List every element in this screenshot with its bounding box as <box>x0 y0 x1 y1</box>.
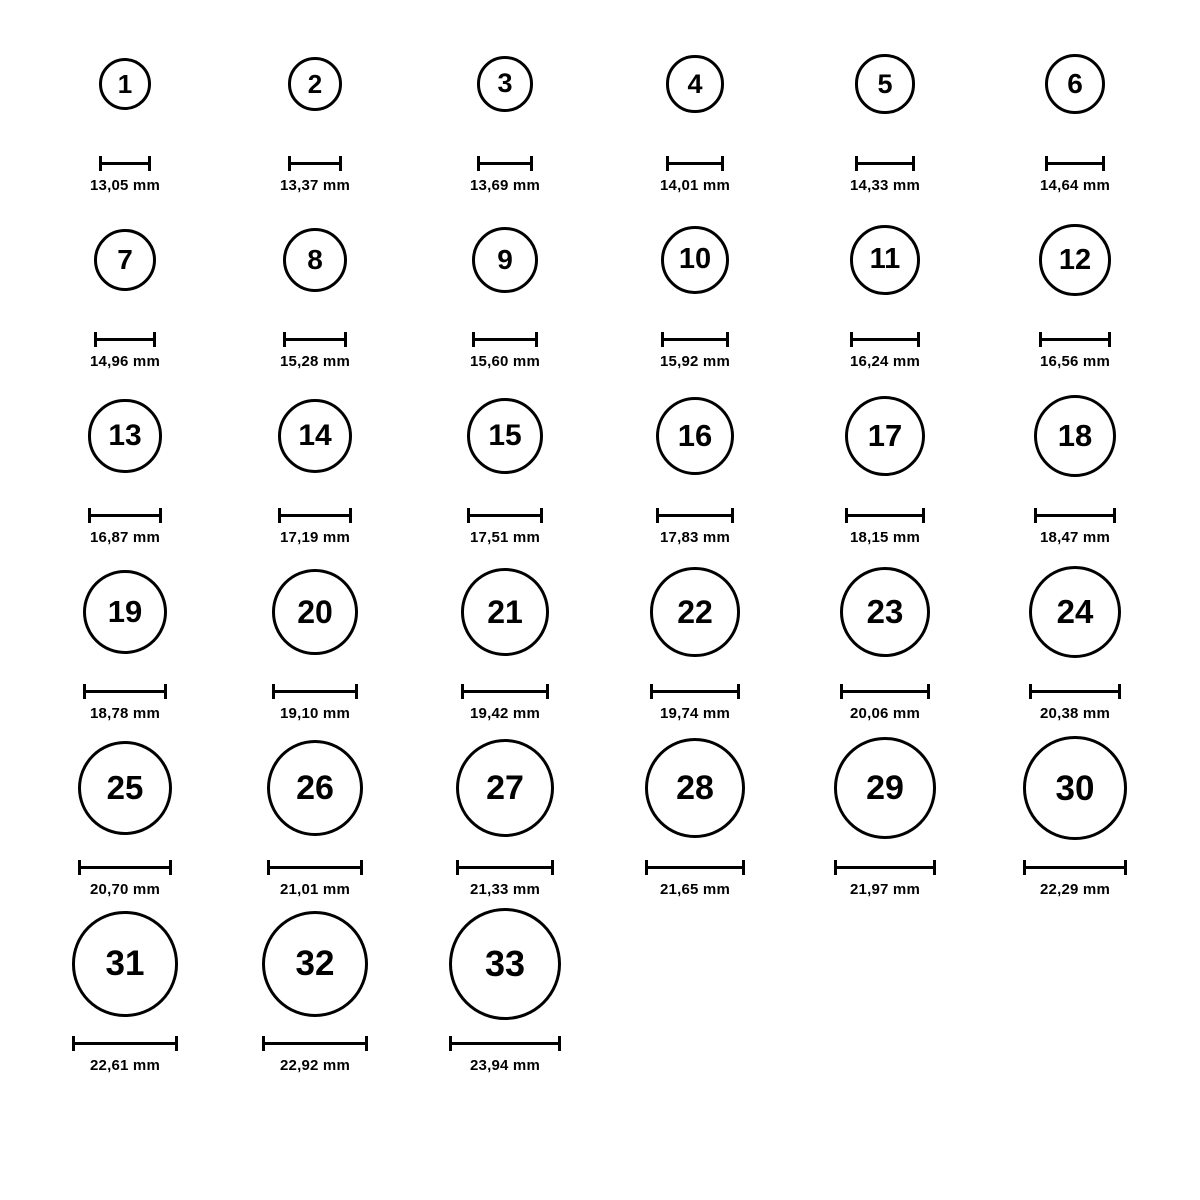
ruler-cap-left <box>262 1036 265 1051</box>
ruler-bar <box>467 514 544 517</box>
ruler-bar <box>272 690 358 693</box>
ruler-bar <box>666 162 723 165</box>
ruler-bar <box>78 866 172 869</box>
ring-circle <box>855 54 914 113</box>
ruler-bar <box>1045 162 1106 165</box>
diameter-label: 19,10 mm <box>280 705 350 722</box>
diameter-ruler <box>99 156 151 170</box>
ruler-bar <box>855 162 914 165</box>
ruler-cap-left <box>83 684 86 699</box>
ruler-cap-right <box>175 1036 178 1051</box>
ruler-cap-left <box>78 860 81 875</box>
ruler-cap-right <box>1102 156 1105 171</box>
ring-size-cell <box>600 546 790 722</box>
diameter-ruler <box>467 508 544 522</box>
ring-circle-wrap <box>72 898 177 1030</box>
ruler-bar <box>1039 338 1110 341</box>
ring-size-cell <box>220 546 410 722</box>
ruler-bar <box>845 514 925 517</box>
ring-circle-wrap <box>278 370 353 502</box>
diameter-label: 16,56 mm <box>1040 353 1110 370</box>
ruler-cap-right <box>159 508 162 523</box>
ring-size-number: 7 <box>117 244 133 275</box>
ring-circle-wrap <box>845 370 925 502</box>
ring-size-number: 14 <box>298 419 332 452</box>
ring-size-cell <box>410 370 600 546</box>
ring-size-number: 18 <box>1057 418 1093 454</box>
ring-circle-wrap <box>83 546 167 678</box>
ring-size-cell <box>30 194 220 370</box>
ruler-bar <box>656 514 735 517</box>
ring-circle <box>456 739 554 837</box>
ruler-cap-left <box>477 156 480 171</box>
ruler-cap-right <box>731 508 734 523</box>
ring-circle-wrap <box>666 18 723 150</box>
ruler-cap-right <box>737 684 740 699</box>
diameter-label: 15,92 mm <box>660 353 730 370</box>
ruler-cap-right <box>546 684 549 699</box>
diameter-ruler <box>94 332 157 346</box>
ring-circle-wrap <box>1029 546 1122 678</box>
ring-circle-wrap <box>449 898 561 1030</box>
ring-circle <box>449 908 561 1020</box>
ring-size-cell <box>600 194 790 370</box>
ring-size-cell <box>220 370 410 546</box>
diameter-ruler <box>78 860 172 874</box>
diameter-ruler <box>283 332 347 346</box>
diameter-ruler <box>1039 332 1110 346</box>
ring-size-cell <box>600 18 790 194</box>
diameter-ruler <box>262 1036 369 1050</box>
ruler-cap-left <box>449 1036 452 1051</box>
ring-size-number: 22 <box>677 594 713 630</box>
ring-circle <box>840 567 931 658</box>
ruler-bar <box>1023 866 1126 869</box>
ring-circle <box>1045 54 1106 115</box>
ring-size-cell <box>30 18 220 194</box>
diameter-ruler <box>840 684 931 698</box>
ruler-cap-right <box>339 156 342 171</box>
diameter-label: 16,24 mm <box>850 353 920 370</box>
ruler-cap-left <box>850 332 853 347</box>
ring-size-cell <box>30 898 220 1074</box>
ring-size-grid <box>30 18 1170 1074</box>
ruler-bar <box>72 1042 177 1045</box>
ring-size-number: 9 <box>497 243 513 275</box>
ring-circle <box>645 738 745 838</box>
ruler-cap-right <box>530 156 533 171</box>
ring-circle-wrap <box>477 18 533 150</box>
ring-circle-wrap <box>1039 194 1110 326</box>
diameter-label: 14,01 mm <box>660 177 730 194</box>
ruler-cap-right <box>927 684 930 699</box>
ruler-cap-left <box>1029 684 1032 699</box>
diameter-label: 14,33 mm <box>850 177 920 194</box>
diameter-ruler <box>645 860 745 874</box>
ruler-bar <box>288 162 342 165</box>
ring-circle-wrap <box>94 194 157 326</box>
ring-size-number: 29 <box>866 769 904 807</box>
ring-circle-wrap <box>650 546 739 678</box>
ring-size-cell <box>410 546 600 722</box>
ring-circle <box>262 911 369 1018</box>
ruler-cap-right <box>365 1036 368 1051</box>
diameter-ruler <box>461 684 548 698</box>
ring-circle <box>477 56 533 112</box>
ruler-bar <box>840 690 931 693</box>
diameter-label: 15,60 mm <box>470 353 540 370</box>
ruler-cap-right <box>922 508 925 523</box>
ruler-bar <box>1029 690 1122 693</box>
ring-circle <box>1023 736 1126 839</box>
ring-circle <box>1039 224 1110 295</box>
ring-circle-wrap <box>456 722 554 854</box>
ring-circle-wrap <box>467 370 544 502</box>
diameter-label: 17,83 mm <box>660 529 730 546</box>
ruler-cap-left <box>288 156 291 171</box>
ruler-cap-right <box>933 860 936 875</box>
ring-size-cell <box>220 194 410 370</box>
ruler-cap-right <box>360 860 363 875</box>
ring-size-cell <box>30 722 220 898</box>
ruler-cap-right <box>535 332 538 347</box>
diameter-label: 21,01 mm <box>280 881 350 898</box>
ring-size-number: 26 <box>296 768 334 807</box>
ruler-cap-right <box>726 332 729 347</box>
ruler-cap-left <box>94 332 97 347</box>
ring-size-cell <box>410 194 600 370</box>
ruler-cap-right <box>558 1036 561 1051</box>
ruler-cap-left <box>272 684 275 699</box>
diameter-label: 22,29 mm <box>1040 881 1110 898</box>
ring-circle <box>461 568 548 655</box>
ring-size-cell <box>790 18 980 194</box>
ruler-cap-left <box>1034 508 1037 523</box>
diameter-label: 13,37 mm <box>280 177 350 194</box>
ring-circle-wrap <box>1034 370 1116 502</box>
ring-circle-wrap <box>840 546 931 678</box>
ring-circle <box>661 226 729 294</box>
ruler-bar <box>850 338 920 341</box>
ruler-cap-left <box>656 508 659 523</box>
ruler-cap-right <box>164 684 167 699</box>
ring-circle-wrap <box>288 18 342 150</box>
diameter-label: 17,51 mm <box>470 529 540 546</box>
ruler-cap-right <box>917 332 920 347</box>
ring-size-cell <box>980 18 1170 194</box>
diameter-ruler <box>72 1036 177 1050</box>
ruler-bar <box>472 338 538 341</box>
ruler-cap-right <box>169 860 172 875</box>
ruler-bar <box>283 338 347 341</box>
ring-circle <box>278 399 353 474</box>
ruler-bar <box>88 514 161 517</box>
ring-circle-wrap <box>645 722 745 854</box>
ring-circle <box>267 740 363 836</box>
ruler-cap-right <box>148 156 151 171</box>
ruler-cap-left <box>845 508 848 523</box>
ring-circle <box>88 399 161 472</box>
ruler-cap-right <box>1108 332 1111 347</box>
ring-size-number: 21 <box>487 594 523 630</box>
ruler-cap-left <box>278 508 281 523</box>
diameter-label: 13,05 mm <box>90 177 160 194</box>
ruler-bar <box>449 1042 561 1045</box>
ring-circle-wrap <box>267 722 363 854</box>
ring-size-cell <box>980 546 1170 722</box>
ring-size-number: 30 <box>1055 768 1095 808</box>
diameter-ruler <box>288 156 342 170</box>
diameter-label: 20,70 mm <box>90 881 160 898</box>
ruler-cap-right <box>344 332 347 347</box>
ring-size-number: 6 <box>1067 68 1083 99</box>
ring-size-number: 33 <box>484 943 526 984</box>
diameter-ruler <box>855 156 914 170</box>
ring-circle-wrap <box>472 194 538 326</box>
diameter-ruler <box>1023 860 1126 874</box>
diameter-label: 18,15 mm <box>850 529 920 546</box>
ring-size-number: 11 <box>869 243 901 276</box>
ruler-cap-right <box>1124 860 1127 875</box>
ring-size-cell <box>790 722 980 898</box>
ruler-cap-left <box>283 332 286 347</box>
ring-circle <box>94 229 157 292</box>
diameter-label: 14,96 mm <box>90 353 160 370</box>
diameter-label: 21,97 mm <box>850 881 920 898</box>
ring-size-cell <box>410 722 600 898</box>
ring-size-cell <box>410 18 600 194</box>
ring-circle <box>283 228 347 292</box>
ring-size-number: 24 <box>1056 593 1094 631</box>
diameter-ruler <box>88 508 161 522</box>
diameter-ruler <box>1029 684 1122 698</box>
ruler-cap-left <box>855 156 858 171</box>
ring-circle-wrap <box>78 722 172 854</box>
ruler-cap-left <box>834 860 837 875</box>
ruler-cap-right <box>153 332 156 347</box>
ruler-cap-right <box>355 684 358 699</box>
ring-circle-wrap <box>272 546 358 678</box>
ruler-cap-left <box>661 332 664 347</box>
ring-size-number: 2 <box>307 68 323 99</box>
ring-size-number: 5 <box>877 68 893 99</box>
ring-circle <box>1034 395 1116 477</box>
ruler-bar <box>278 514 353 517</box>
diameter-ruler <box>278 508 353 522</box>
ring-circle <box>72 911 177 1016</box>
ring-size-cell <box>790 194 980 370</box>
ring-circle <box>99 58 151 110</box>
ring-circle-wrap <box>661 194 729 326</box>
ruler-cap-right <box>1118 684 1121 699</box>
diameter-label: 14,64 mm <box>1040 177 1110 194</box>
diameter-ruler <box>650 684 739 698</box>
ruler-bar <box>461 690 548 693</box>
ring-size-number: 4 <box>687 68 703 99</box>
ruler-cap-left <box>99 156 102 171</box>
ring-circle-wrap <box>262 898 369 1030</box>
ring-circle <box>272 569 358 655</box>
ring-circle-wrap <box>850 194 920 326</box>
diameter-ruler <box>666 156 723 170</box>
ruler-bar <box>456 866 554 869</box>
ruler-bar <box>834 866 936 869</box>
ring-size-number: 19 <box>107 594 143 630</box>
diameter-label: 22,61 mm <box>90 1057 160 1074</box>
diameter-label: 23,94 mm <box>470 1057 540 1074</box>
diameter-label: 15,28 mm <box>280 353 350 370</box>
ring-size-number: 13 <box>108 419 142 452</box>
diameter-ruler <box>661 332 729 346</box>
diameter-ruler <box>477 156 533 170</box>
diameter-label: 18,78 mm <box>90 705 160 722</box>
ring-circle <box>845 396 925 476</box>
diameter-label: 19,42 mm <box>470 705 540 722</box>
diameter-ruler <box>83 684 167 698</box>
diameter-ruler <box>272 684 358 698</box>
ring-circle-wrap <box>834 722 936 854</box>
ruler-cap-left <box>267 860 270 875</box>
diameter-label: 18,47 mm <box>1040 529 1110 546</box>
ring-size-number: 20 <box>297 594 333 630</box>
ring-size-cell <box>30 370 220 546</box>
ruler-cap-left <box>1045 156 1048 171</box>
diameter-label: 21,65 mm <box>660 881 730 898</box>
ruler-cap-left <box>645 860 648 875</box>
ruler-bar <box>99 162 151 165</box>
diameter-label: 22,92 mm <box>280 1057 350 1074</box>
ring-circle-wrap <box>461 546 548 678</box>
ring-size-cell <box>980 194 1170 370</box>
ring-circle-wrap <box>88 370 161 502</box>
ring-size-cell <box>980 722 1170 898</box>
ring-circle <box>472 227 538 293</box>
ring-size-number: 31 <box>105 944 145 984</box>
ring-circle-wrap <box>855 18 914 150</box>
ruler-cap-right <box>540 508 543 523</box>
ring-size-cell <box>220 898 410 1074</box>
ring-circle <box>467 398 544 475</box>
ruler-bar <box>83 690 167 693</box>
ruler-bar <box>262 1042 369 1045</box>
diameter-ruler <box>845 508 925 522</box>
diameter-ruler <box>472 332 538 346</box>
ring-circle <box>850 225 920 295</box>
ring-size-cell <box>600 722 790 898</box>
ruler-cap-right <box>721 156 724 171</box>
ruler-cap-left <box>88 508 91 523</box>
ring-size-number: 23 <box>866 593 904 631</box>
diameter-label: 16,87 mm <box>90 529 160 546</box>
diameter-label: 19,74 mm <box>660 705 730 722</box>
ruler-cap-right <box>742 860 745 875</box>
ring-size-cell <box>410 898 600 1074</box>
ruler-cap-left <box>650 684 653 699</box>
diameter-label: 17,19 mm <box>280 529 350 546</box>
ring-circle <box>1029 566 1122 659</box>
ring-size-number: 27 <box>486 768 524 807</box>
ring-circle-wrap <box>1045 18 1106 150</box>
ruler-bar <box>1034 514 1116 517</box>
diameter-ruler <box>456 860 554 874</box>
ruler-cap-right <box>1113 508 1116 523</box>
ring-size-number: 17 <box>867 418 903 454</box>
ruler-cap-left <box>456 860 459 875</box>
diameter-label: 13,69 mm <box>470 177 540 194</box>
ring-size-number: 16 <box>677 418 713 454</box>
ruler-bar <box>94 338 157 341</box>
ring-circle-wrap <box>99 18 151 150</box>
ruler-bar <box>661 338 729 341</box>
diameter-ruler <box>850 332 920 346</box>
ring-size-cell <box>220 722 410 898</box>
diameter-label: 20,38 mm <box>1040 705 1110 722</box>
ring-size-cell <box>790 370 980 546</box>
diameter-ruler <box>1045 156 1106 170</box>
ring-size-number: 1 <box>117 69 133 99</box>
diameter-ruler <box>449 1036 561 1050</box>
ring-size-number: 3 <box>497 68 513 99</box>
ruler-cap-left <box>1039 332 1042 347</box>
ring-circle <box>288 57 342 111</box>
diameter-ruler <box>267 860 363 874</box>
ruler-cap-left <box>461 684 464 699</box>
diameter-ruler <box>1034 508 1116 522</box>
diameter-label: 21,33 mm <box>470 881 540 898</box>
ruler-cap-left <box>72 1036 75 1051</box>
ring-size-number: 28 <box>676 769 714 807</box>
diameter-label: 20,06 mm <box>850 705 920 722</box>
ruler-cap-left <box>840 684 843 699</box>
ruler-cap-right <box>349 508 352 523</box>
ruler-cap-left <box>1023 860 1026 875</box>
ring-size-cell <box>790 546 980 722</box>
ring-circle <box>650 567 739 656</box>
ring-size-cell <box>980 370 1170 546</box>
ruler-cap-right <box>551 860 554 875</box>
ruler-bar <box>477 162 533 165</box>
ring-circle <box>83 570 167 654</box>
ring-circle-wrap <box>656 370 735 502</box>
ruler-cap-left <box>467 508 470 523</box>
ring-size-cell <box>600 370 790 546</box>
ring-size-number: 32 <box>295 944 335 984</box>
diameter-ruler <box>834 860 936 874</box>
ruler-bar <box>645 866 745 869</box>
ruler-cap-left <box>472 332 475 347</box>
ring-circle <box>834 737 936 839</box>
ring-size-cell <box>220 18 410 194</box>
diameter-ruler <box>656 508 735 522</box>
ring-size-number: 15 <box>488 419 522 452</box>
ruler-bar <box>267 866 363 869</box>
ruler-bar <box>650 690 739 693</box>
ring-circle <box>666 55 723 112</box>
ring-circle-wrap <box>1023 722 1126 854</box>
ring-size-cell <box>30 546 220 722</box>
ring-circle <box>78 741 172 835</box>
ring-size-number: 25 <box>106 769 144 807</box>
ring-circle <box>656 397 735 476</box>
ring-size-number: 12 <box>1058 243 1092 276</box>
ring-circle-wrap <box>283 194 347 326</box>
ring-size-number: 10 <box>678 243 712 276</box>
ring-size-number: 8 <box>307 244 323 275</box>
ruler-cap-right <box>912 156 915 171</box>
ruler-cap-left <box>666 156 669 171</box>
